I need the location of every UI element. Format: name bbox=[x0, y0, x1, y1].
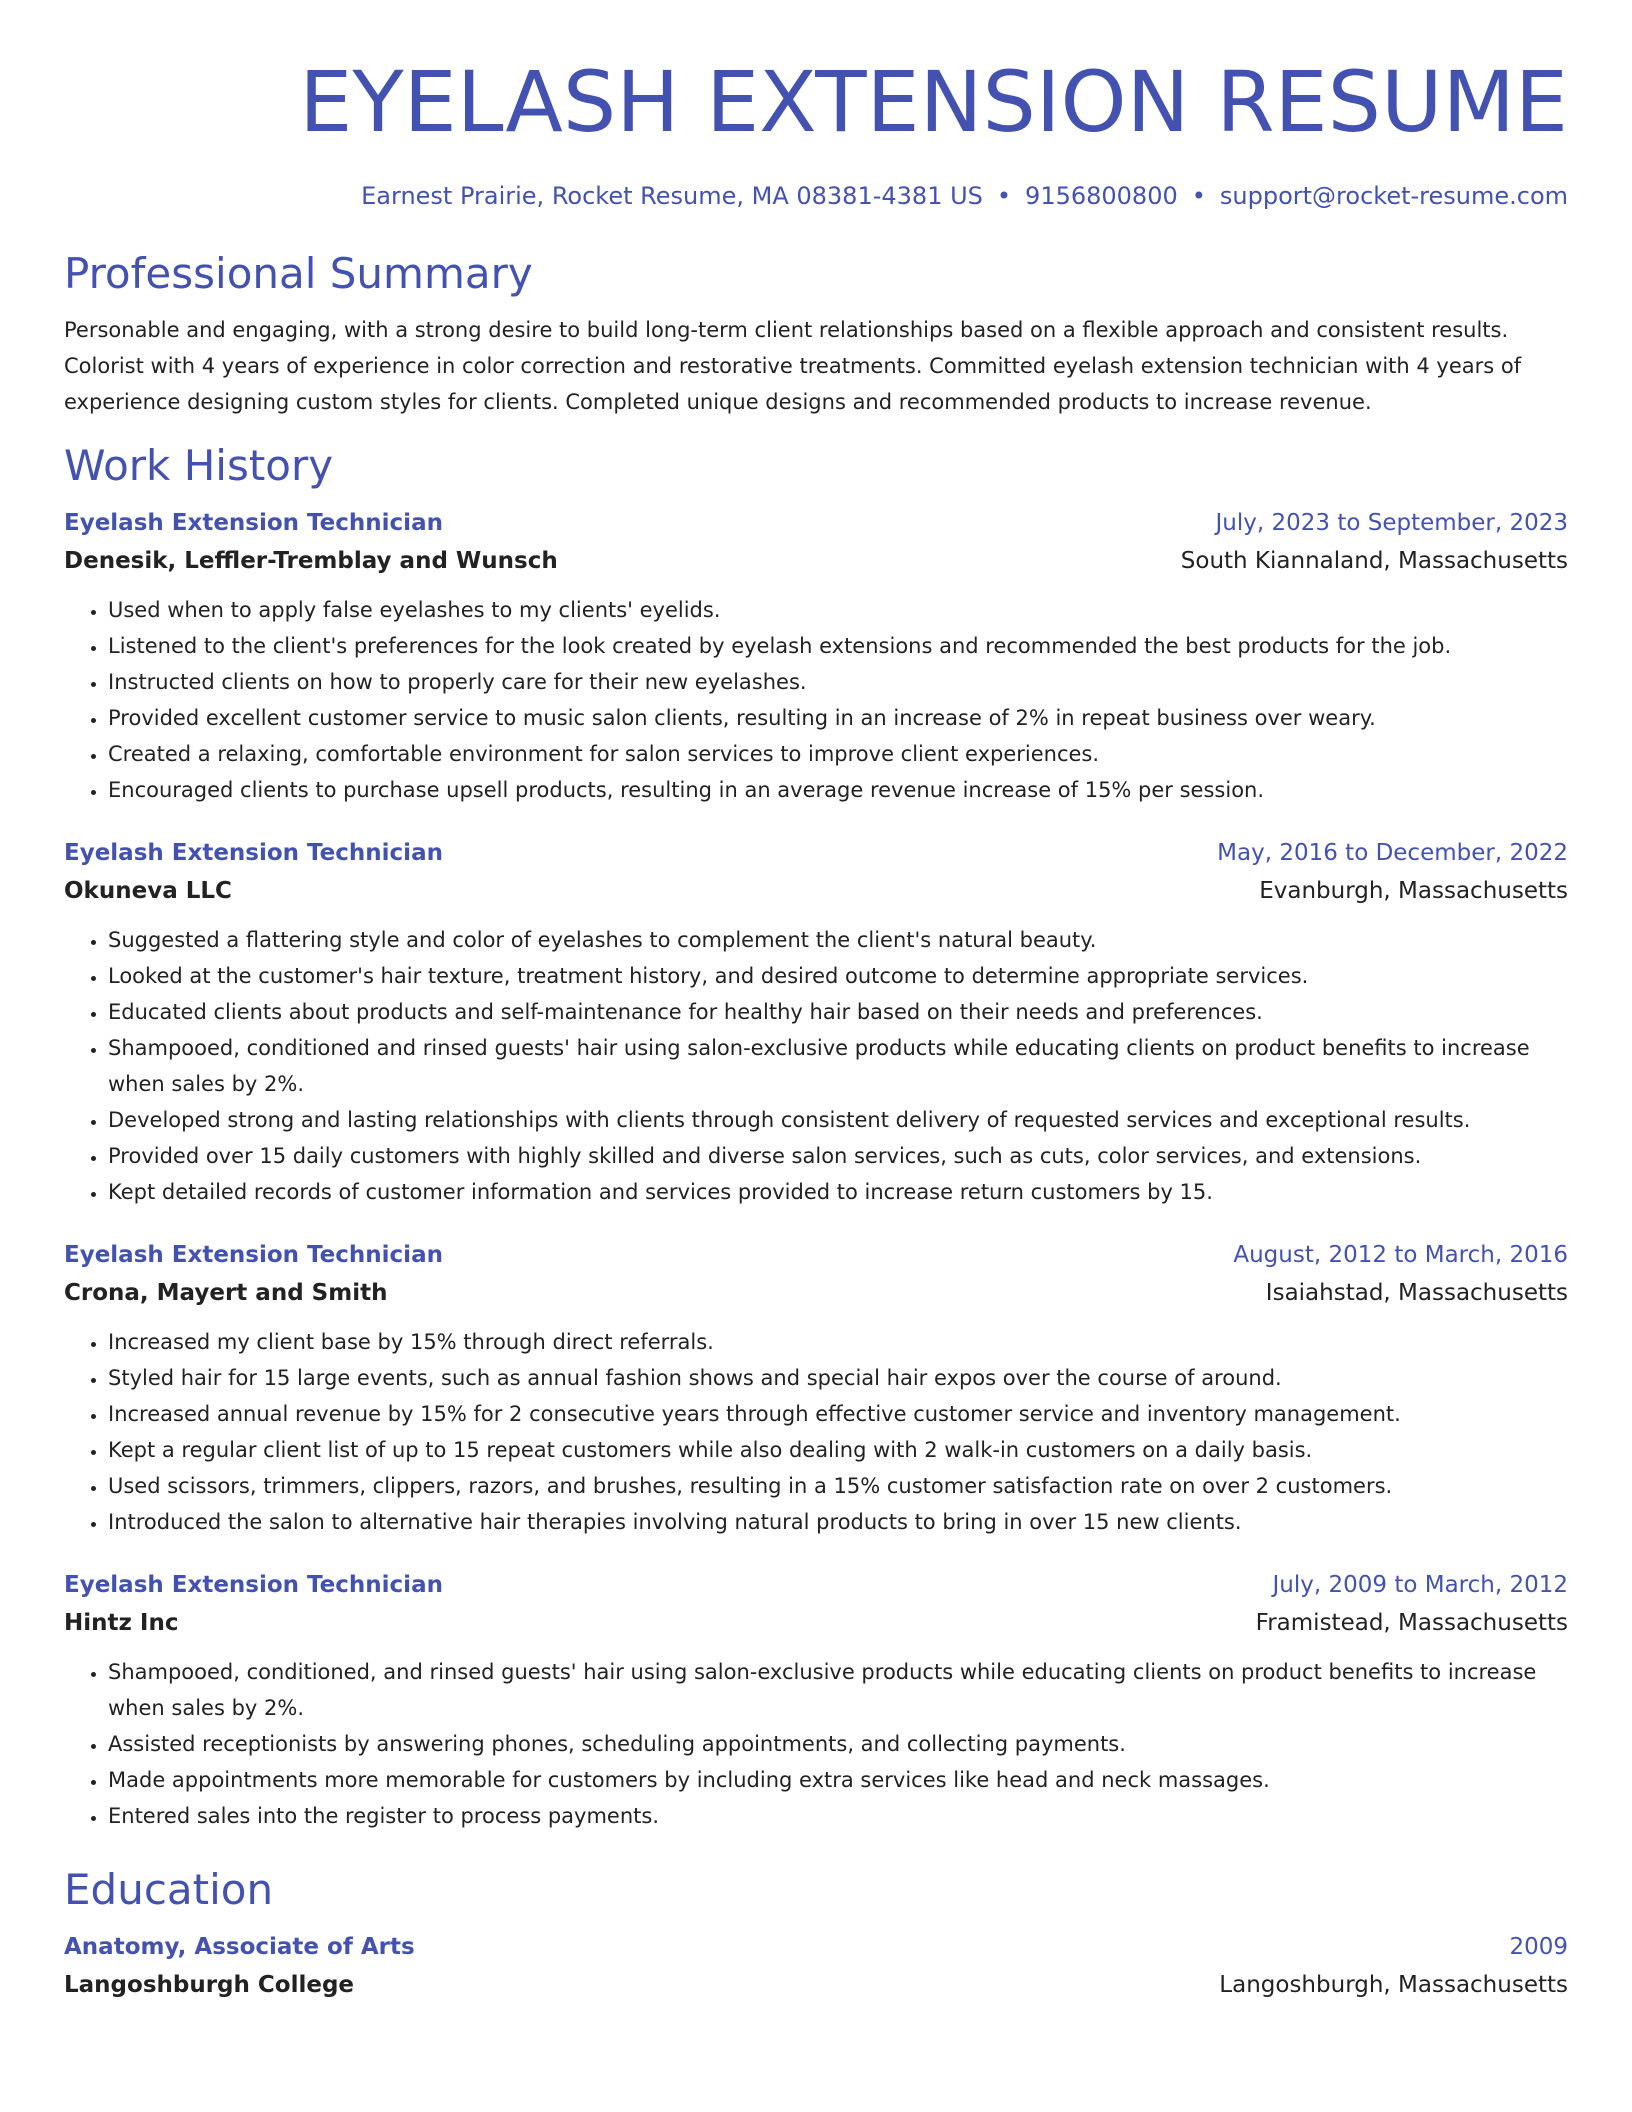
job-location: Evanburgh, Massachusetts bbox=[1259, 878, 1568, 904]
job-location: Isaiahstad, Massachusetts bbox=[1265, 1280, 1568, 1306]
job-bullet: • Suggested a flattering style and color of eyelashes to complement the client's natural beauty. bbox=[108, 922, 1568, 958]
job-bullet: • Provided excellent customer service to music salon clients, resulting in an increase of 2% in repeat business over weary. bbox=[108, 700, 1568, 736]
contact-email: support@rocket-resume.com bbox=[1219, 182, 1568, 210]
job-bullet: • Instructed clients on how to properly care for their new eyelashes. bbox=[108, 664, 1568, 700]
job-dates: May, 2016 to December, 2022 bbox=[1217, 840, 1568, 866]
education-year: 2009 bbox=[1509, 1934, 1568, 1960]
job-company: Denesik, Leffler-Tremblay and Wunsch bbox=[64, 548, 558, 574]
job-role: Eyelash Extension Technician bbox=[64, 840, 443, 866]
job-bullets bbox=[64, 1654, 1568, 1834]
job-bullet: • Provided over 15 daily customers with highly skilled and diverse salon services, such as cuts, color services, and extensions. bbox=[108, 1138, 1568, 1174]
job-location: Framistead, Massachusetts bbox=[1255, 1610, 1568, 1636]
job-role: Eyelash Extension Technician bbox=[64, 1572, 443, 1598]
job-role: Eyelash Extension Technician bbox=[64, 1242, 443, 1268]
job-dates: July, 2009 to March, 2012 bbox=[1272, 1572, 1568, 1598]
work-history-section bbox=[64, 440, 1568, 1834]
contact-phone: 9156800800 bbox=[1025, 182, 1178, 210]
job-bullet: • Listened to the client's preferences for the look created by eyelash extensions and recommended the best products for the job. bbox=[108, 628, 1568, 664]
job-bullet: • Developed strong and lasting relationships with clients through consistent delivery of requested services and exceptional results. bbox=[108, 1102, 1568, 1138]
contact-line bbox=[64, 180, 1568, 212]
job-entry bbox=[64, 1566, 1568, 1834]
job-bullets bbox=[64, 922, 1568, 1210]
contact-separator: • bbox=[1191, 182, 1206, 210]
job-location: South Kiannaland, Massachusetts bbox=[1180, 548, 1568, 574]
job-company: Hintz Inc bbox=[64, 1610, 179, 1636]
education-degree: Anatomy, Associate of Arts bbox=[64, 1934, 415, 1960]
job-company: Crona, Mayert and Smith bbox=[64, 1280, 388, 1306]
job-bullet: • Increased my client base by 15% through direct referrals. bbox=[108, 1324, 1568, 1360]
job-bullet: • Shampooed, conditioned, and rinsed guests' hair using salon-exclusive products while educating clients on product benefits to increase when sales by 2%. bbox=[108, 1654, 1568, 1726]
job-bullet: • Increased annual revenue by 15% for 2 consecutive years through effective customer service and inventory management. bbox=[108, 1396, 1568, 1432]
work-history-heading: Work History bbox=[64, 441, 334, 490]
job-bullets bbox=[64, 592, 1568, 808]
job-bullets bbox=[64, 1324, 1568, 1540]
education-section bbox=[64, 1864, 1568, 2004]
job-dates: August, 2012 to March, 2016 bbox=[1233, 1242, 1568, 1268]
summary-heading: Professional Summary bbox=[64, 249, 533, 298]
job-bullet: • Created a relaxing, comfortable environment for salon services to improve client experiences. bbox=[108, 736, 1568, 772]
job-entry bbox=[64, 834, 1568, 1210]
job-company: Okuneva LLC bbox=[64, 878, 232, 904]
job-bullet: • Assisted receptionists by answering phones, scheduling appointments, and collecting payments. bbox=[108, 1726, 1568, 1762]
job-bullet: • Encouraged clients to purchase upsell products, resulting in an average revenue increase of 15% per session. bbox=[108, 772, 1568, 808]
job-bullet: • Made appointments more memorable for customers by including extra services like head and neck massages. bbox=[108, 1762, 1568, 1798]
job-dates: July, 2023 to September, 2023 bbox=[1215, 510, 1568, 536]
resume-title: EYELASH EXTENSION RESUME bbox=[299, 53, 1568, 151]
job-bullet: • Styled hair for 15 large events, such as annual fashion shows and special hair expos over the course of around. bbox=[108, 1360, 1568, 1396]
job-bullet: • Looked at the customer's hair texture, treatment history, and desired outcome to determine appropriate services. bbox=[108, 958, 1568, 994]
summary-section bbox=[64, 248, 1568, 420]
job-role: Eyelash Extension Technician bbox=[64, 510, 443, 536]
education-school: Langoshburgh College bbox=[64, 1972, 355, 1998]
education-heading: Education bbox=[64, 1865, 274, 1914]
education-location: Langoshburgh, Massachusetts bbox=[1219, 1972, 1568, 1998]
summary-text: Personable and engaging, with a strong desire to build long-term client relationships based on a flexible approach and consistent results. Colorist with 4 years of experience in color correction and restorative treatments. Committed eyelash extension technician with 4 years of experience designing custom styles for clients. Completed unique designs and recommended products to increase revenue. bbox=[64, 318, 1522, 414]
contact-address: Earnest Prairie, Rocket Resume, MA 08381-4381 US bbox=[361, 182, 983, 210]
education-entry bbox=[64, 1928, 1568, 2004]
resume-page bbox=[64, 0, 1568, 2004]
job-bullet: • Used scissors, trimmers, clippers, razors, and brushes, resulting in a 15% customer satisfaction rate on over 2 customers. bbox=[108, 1468, 1568, 1504]
job-bullet: • Introduced the salon to alternative hair therapies involving natural products to bring in over 15 new clients. bbox=[108, 1504, 1568, 1540]
job-entry bbox=[64, 1236, 1568, 1540]
contact-separator: • bbox=[996, 182, 1012, 210]
job-bullet: • Kept detailed records of customer information and services provided to increase return customers by 15. bbox=[108, 1174, 1568, 1210]
job-bullet: • Entered sales into the register to process payments. bbox=[108, 1798, 1568, 1834]
job-entry bbox=[64, 504, 1568, 808]
job-bullet: • Educated clients about products and self-maintenance for healthy hair based on their needs and preferences. bbox=[108, 994, 1568, 1030]
job-bullet: • Kept a regular client list of up to 15 repeat customers while also dealing with 2 walk-in customers on a daily basis. bbox=[108, 1432, 1568, 1468]
job-bullet: • Used when to apply false eyelashes to my clients' eyelids. bbox=[108, 592, 1568, 628]
job-bullet: • Shampooed, conditioned and rinsed guests' hair using salon-exclusive products while educating clients on product benefits to increase when sales by 2%. bbox=[108, 1030, 1568, 1102]
